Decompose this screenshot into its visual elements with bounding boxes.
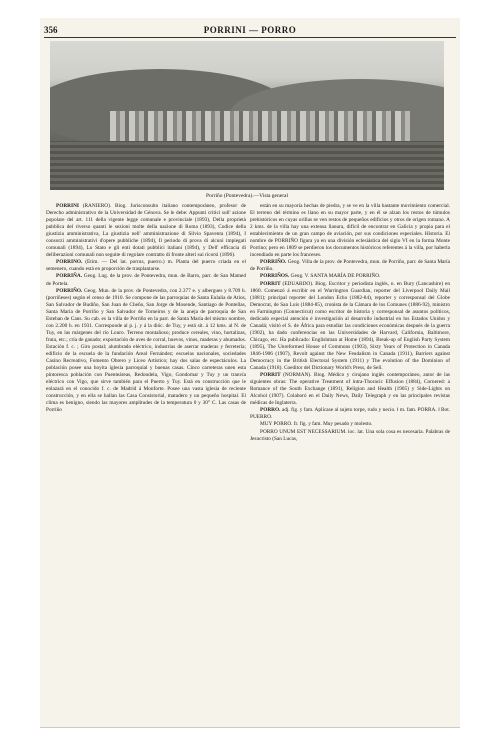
entry-text: Geog. Villa de la prov. de Pontevedra, mun. de Porriño, parr. de Santa María de Porriño. — [250, 259, 450, 273]
photo-town — [110, 111, 410, 141]
entry-headword: PORRINI — [56, 203, 79, 209]
page-header — [44, 24, 456, 36]
photo-field — [50, 141, 444, 190]
entry-text: MUY PORRO. fr. fig. y fam. Muy pesado y molesto. — [260, 421, 373, 428]
entry-text: Geog. Lug. de la prov. de Pontevedra, mun. de Barro, parr. de San Mamed de Portela. — [46, 273, 246, 287]
dictionary-entry — [46, 259, 246, 273]
entry-text: adj. fig. y fam. Aplícase al sujeto torpe, rudo y necio. ‖ m. fam. PORRA. ‖ Bot. PUERRO. — [250, 407, 450, 421]
dictionary-entry — [250, 281, 450, 373]
dictionary-entry — [46, 273, 246, 287]
entry-text: (EDUARDO). Biog. Escritor y periodista inglés, n. en Bury (Lancashire) en 1860. Comenzó á escribir en el Warrington Guardian, reporter del Liverpool Daily Mail (1881); principal reporter del London Echo (1882-84), reporter y corresponsal del Globe Democrat, de San Luis (1884-85), cronista de la Cámara de los Comunes (1886-92), ministro en Farmington (Connecticut) como escritor de historia y corresponsal de asuntos políticos, dedicado especial atención é investigación al desarrollo industrial en los Estados Unidos y Canadá; visitó el S. de África para estudiar las condiciones económicas después de la guerra (1902), ha dado conferencias en las Universidades de Harvard, California, Baltimore, Chicago, etc. Ha publicado: Englishman at Home (1894), Break-up of English Party System (1895), The Unreformed House of Commons (1903), Sixty Years of Protection in Canada 1846-1906 (1907), Revolt against the New Feudalism in Canada (1911), Barriers against Democracy in the British Electoral System (1911) y The evolution of the Dominion of Canada (1918). Coeditor del Dictionary World's Press, de Sell. — [250, 280, 450, 372]
entry-text: (RANIERO). Biog. Jurisconsulto italiano contemporáneo, profesor de Derecho administrativo de la Universidad de Génova. Se le debe: Appunti critici sull' azione popolare del art. 111 della vigente legge comunale e provinciale (1893), Della proprietà pubblica del riverso quanti le sezioni molte della nazione di Roma (1893), Codice della giustizia amministrativa, La giustizia nell' amministrazione di Silvio Spaventa (1894), I consorzi amministrativi d'opere pubbliche (1894), Il periodo di prova di alcuni impiegati comunali (1894), Lo Stato e gli enti dotati pubblici italiani (1894), y Dell' efficacia di deliberazioni comunali non seguite di regolare contratto di fronte alteri sui ricorsi (1896). — [46, 203, 246, 259]
running-head: PORRINI — PORRO — [203, 25, 297, 35]
dictionary-entry — [250, 429, 450, 443]
entry-text: (NORMAN). Biog. Médico y cirujano inglés contemporáneo, autor de las siguientes obras: The operative Treatment of intra-Thoracic Effusion (1884), Cornered: a Romance of the South Exchange (1891), Religion and Health (1905) y Side-Lights on Alcohol (1907). Colaboró en el Daily News, Daily Telegraph y en las principales revistas médicas de Inglaterra. — [250, 372, 450, 407]
photo-caption: Porriño (Pontevedra).—Vista general — [206, 193, 288, 199]
dictionary-entry — [46, 288, 246, 415]
page-bottom-edge — [40, 727, 460, 728]
entry-text: (Etim. — Del lat. porrus, puerro.) m. Planta del puerro criada en el semenero, cuando está en proporción de trasplantarse. — [46, 259, 246, 273]
left-column — [46, 203, 246, 414]
dictionary-entry — [250, 273, 450, 280]
dictionary-entry — [250, 421, 450, 428]
dictionary-entry — [46, 203, 246, 259]
entry-text: PORRO UNUM EST NECESSARIUM. loc. lat. Una sola cosa es necesaria. Palabras de Jesucristo (San Lucas, — [250, 428, 450, 442]
entry-text: Geog. Mun. de la prov. de Pontevedra, con 2.377 e. y albergues y 8.709 h. (porriñeses) según el censo de 1910. Se compone de las parroquias de Santa Eulalia de Atios, San Salvador de Budiño, San Juan de Cheño, San Jorge de Mosende, Santiago de Pontellas, Santa María de Porriño y San Salvador de Torneiros y de la aneja de parroquia de San Esteban de Cans. Su cab. es la villa de Porriño en la parr. de Santa María del mismo nombre, con 2.200 h. en 1931. Corresponde al p. j. y á la dióc. de Tuy, y está sit. á 12 kms. al N. de Tuy, en las márgenes del río Louro. Terreno montañoso; produce cereales, vino, hortalizas, fruta, etc.; cría de ganado; exportación de aves de corral, huevos, vinos, maderas y ahumados. Estación f. c. ; Giro postal; alumbrado eléctrico, industrias de aserrar maderas y ferretería; edificio de la escuela de la fundación Areal Fernández; escuelas nacionales, sociedades Casino Recreativo, Fomento Obrero y Liceo Artístico; hay dos salas de espectáculos. La población posee una hoyita iglesia parroquial y buenas casas. Cinco carreteras unen esta pintoresca población con Puenteáreas, Redondela, Vigo, Gondomar y Tuy y un tranvía eléctrico con Vigo, que sirve también para el Puerto y Tuy. Está en construcción que le enlazará en el conocido f. c. de Madrid á Monforte. Posee una vasta iglesia de reciente construcción, y en ella se hallan las Casa Consistorial, matadero y un pequeño hospital. El clima es benigno, siendo las mayores amplitudes de la temperatura 0 y 30° C. Las casas de Porriño — [46, 287, 246, 414]
right-column — [250, 203, 450, 443]
dictionary-entry — [250, 203, 450, 259]
town-photograph — [50, 41, 444, 190]
entry-text: están en su mayoría hechas de piedra, y se ve en la villa bastante movimiento comercial. El terreno del término es llano en su mayor parte, y en él se alzan los restos de túmulos prehistóricos en cuyas orillas se ven restos de pequeños edificios y otros de origen romano. A 2 kms. de la villa hay una extensa llanura, difícil de encontrar en Galicia y propia para el establecimiento de un gran campo de aviación, por sus condiciones especiales. Historia. El nombre de PORRIÑO figura ya en una división eclesiástica del siglo VI en la forma Monte Porrino; pero en 1809 se perdieron los documentos históricos referentes á la villa, por haberla incendiado en parte los franceses. — [250, 203, 450, 259]
entry-headword: PORRIT — [260, 280, 281, 287]
entry-text: Geog. V. SANTA MARÍA DE PORRIÑO. — [289, 273, 381, 280]
dictionary-entry — [250, 259, 450, 273]
entry-headword: PORRIT — [260, 372, 281, 379]
page-number: 356 — [44, 25, 58, 35]
entry-headword: PORRIÑA. — [56, 273, 83, 280]
entry-headword: PORRINO. — [56, 259, 83, 266]
entry-headword: PORRO. — [260, 407, 281, 414]
dictionary-entry — [250, 407, 450, 421]
header-rule — [44, 37, 456, 38]
entry-headword: PORRIÑOS. — [260, 273, 290, 280]
entry-headword: PORRIÑO. — [260, 259, 287, 266]
dictionary-entry — [250, 372, 450, 407]
entry-headword: PORRIÑO. — [56, 287, 83, 294]
